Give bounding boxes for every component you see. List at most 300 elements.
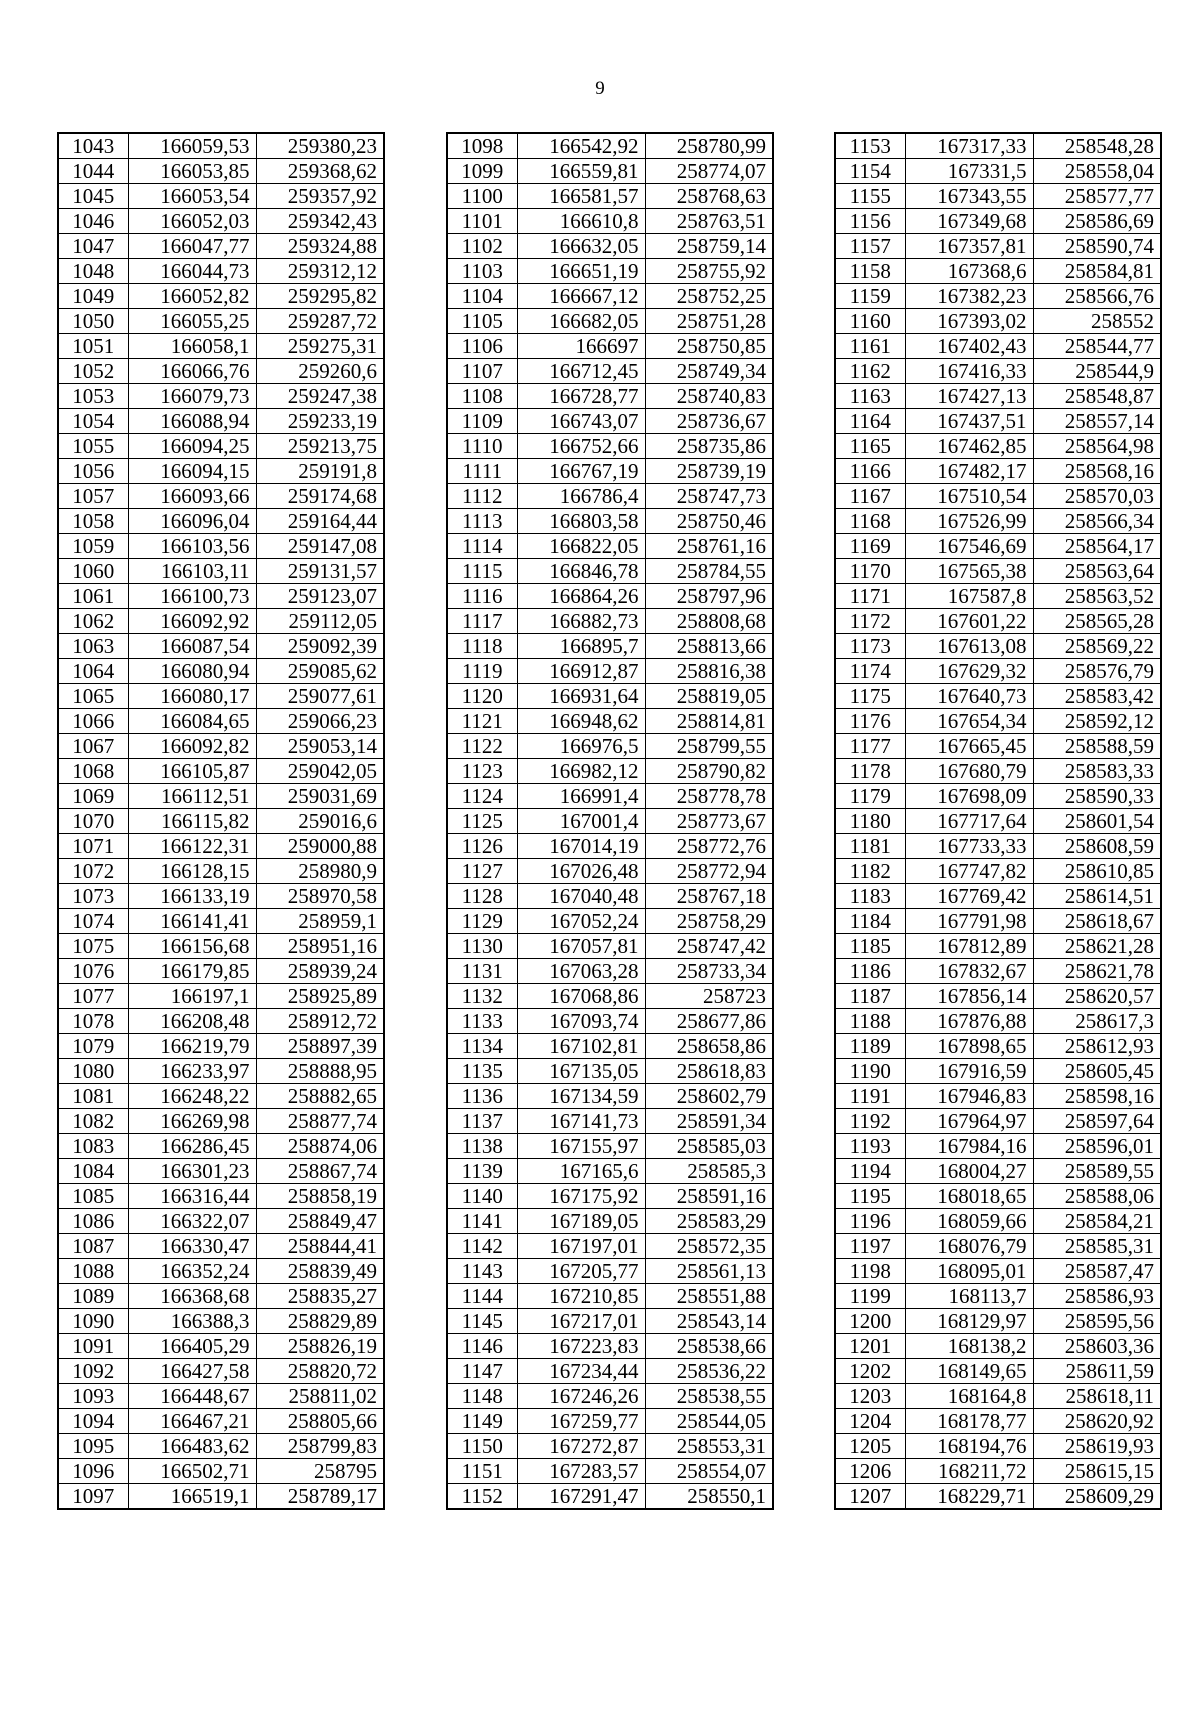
point-number-cell: 1062 xyxy=(58,609,128,634)
x-coordinate-cell: 166667,12 xyxy=(517,284,645,309)
y-coordinate-cell: 259042,05 xyxy=(256,759,384,784)
x-coordinate-cell: 166786,4 xyxy=(517,484,645,509)
y-coordinate-cell: 258959,1 xyxy=(256,909,384,934)
point-number-cell: 1144 xyxy=(447,1284,517,1309)
point-number-cell: 1053 xyxy=(58,384,128,409)
point-number-cell: 1079 xyxy=(58,1034,128,1059)
point-number-cell: 1122 xyxy=(447,734,517,759)
y-coordinate-cell: 258577,77 xyxy=(1033,184,1161,209)
table-row xyxy=(835,234,1161,259)
y-coordinate-cell: 258568,16 xyxy=(1033,459,1161,484)
y-coordinate-cell: 258867,74 xyxy=(256,1159,384,1184)
table-row xyxy=(835,1459,1161,1484)
y-coordinate-cell: 258912,72 xyxy=(256,1009,384,1034)
point-number-cell: 1197 xyxy=(835,1234,905,1259)
y-coordinate-cell: 258763,51 xyxy=(645,209,773,234)
table-row xyxy=(58,684,384,709)
y-coordinate-cell: 258858,19 xyxy=(256,1184,384,1209)
point-number-cell: 1116 xyxy=(447,584,517,609)
x-coordinate-cell: 168178,77 xyxy=(905,1409,1033,1434)
y-coordinate-cell: 258576,79 xyxy=(1033,659,1161,684)
x-coordinate-cell: 166352,24 xyxy=(128,1259,256,1284)
table-row xyxy=(447,684,773,709)
coordinate-table-3 xyxy=(834,132,1162,1510)
y-coordinate-cell: 258589,55 xyxy=(1033,1159,1161,1184)
y-coordinate-cell: 258778,78 xyxy=(645,784,773,809)
point-number-cell: 1078 xyxy=(58,1009,128,1034)
x-coordinate-cell: 167416,33 xyxy=(905,359,1033,384)
y-coordinate-cell: 258970,58 xyxy=(256,884,384,909)
y-coordinate-cell: 258747,73 xyxy=(645,484,773,509)
y-coordinate-cell: 259164,44 xyxy=(256,509,384,534)
point-number-cell: 1111 xyxy=(447,459,517,484)
x-coordinate-cell: 166502,71 xyxy=(128,1459,256,1484)
x-coordinate-cell: 168004,27 xyxy=(905,1159,1033,1184)
table-row xyxy=(58,384,384,409)
y-coordinate-cell: 258598,16 xyxy=(1033,1084,1161,1109)
table-row xyxy=(447,284,773,309)
table-row xyxy=(58,1159,384,1184)
point-number-cell: 1152 xyxy=(447,1484,517,1510)
table-row xyxy=(447,184,773,209)
table-row xyxy=(447,1184,773,1209)
x-coordinate-cell: 166976,5 xyxy=(517,734,645,759)
point-number-cell: 1098 xyxy=(447,133,517,159)
point-number-cell: 1059 xyxy=(58,534,128,559)
y-coordinate-cell: 258585,3 xyxy=(645,1159,773,1184)
point-number-cell: 1142 xyxy=(447,1234,517,1259)
x-coordinate-cell: 166697 xyxy=(517,334,645,359)
y-coordinate-cell: 258761,16 xyxy=(645,534,773,559)
y-coordinate-cell: 258980,9 xyxy=(256,859,384,884)
point-number-cell: 1169 xyxy=(835,534,905,559)
x-coordinate-cell: 167510,54 xyxy=(905,484,1033,509)
y-coordinate-cell: 258774,07 xyxy=(645,159,773,184)
table-row xyxy=(447,1384,773,1409)
table-row xyxy=(447,1484,773,1510)
table-row xyxy=(835,859,1161,884)
point-number-cell: 1186 xyxy=(835,959,905,984)
point-number-cell: 1207 xyxy=(835,1484,905,1510)
y-coordinate-cell: 259123,07 xyxy=(256,584,384,609)
x-coordinate-cell: 166559,81 xyxy=(517,159,645,184)
table-row xyxy=(447,1084,773,1109)
y-coordinate-cell: 258799,55 xyxy=(645,734,773,759)
point-number-cell: 1121 xyxy=(447,709,517,734)
y-coordinate-cell: 259112,05 xyxy=(256,609,384,634)
x-coordinate-cell: 166094,25 xyxy=(128,434,256,459)
table-row xyxy=(835,359,1161,384)
point-number-cell: 1161 xyxy=(835,334,905,359)
table-row xyxy=(58,534,384,559)
table-row xyxy=(447,784,773,809)
x-coordinate-cell: 167040,48 xyxy=(517,884,645,909)
table-row xyxy=(447,1359,773,1384)
table-row xyxy=(835,209,1161,234)
x-coordinate-cell: 167189,05 xyxy=(517,1209,645,1234)
y-coordinate-cell: 259000,88 xyxy=(256,834,384,859)
table-row xyxy=(835,1009,1161,1034)
y-coordinate-cell: 258758,29 xyxy=(645,909,773,934)
table-row xyxy=(835,1284,1161,1309)
point-number-cell: 1168 xyxy=(835,509,905,534)
y-coordinate-cell: 258583,33 xyxy=(1033,759,1161,784)
point-number-cell: 1112 xyxy=(447,484,517,509)
point-number-cell: 1069 xyxy=(58,784,128,809)
x-coordinate-cell: 166388,3 xyxy=(128,1309,256,1334)
table-row xyxy=(835,1034,1161,1059)
point-number-cell: 1091 xyxy=(58,1334,128,1359)
x-coordinate-cell: 166052,82 xyxy=(128,284,256,309)
point-number-cell: 1075 xyxy=(58,934,128,959)
x-coordinate-cell: 168059,66 xyxy=(905,1209,1033,1234)
point-number-cell: 1178 xyxy=(835,759,905,784)
x-coordinate-cell: 167393,02 xyxy=(905,309,1033,334)
point-number-cell: 1177 xyxy=(835,734,905,759)
table-row xyxy=(58,1184,384,1209)
x-coordinate-cell: 166122,31 xyxy=(128,834,256,859)
x-coordinate-cell: 166084,65 xyxy=(128,709,256,734)
table-row xyxy=(835,259,1161,284)
point-number-cell: 1170 xyxy=(835,559,905,584)
x-coordinate-cell: 166128,15 xyxy=(128,859,256,884)
y-coordinate-cell: 258620,57 xyxy=(1033,984,1161,1009)
table-row xyxy=(447,1459,773,1484)
page-number: 9 xyxy=(595,78,605,99)
x-coordinate-cell: 166448,67 xyxy=(128,1384,256,1409)
x-coordinate-cell: 166053,54 xyxy=(128,184,256,209)
point-number-cell: 1093 xyxy=(58,1384,128,1409)
x-coordinate-cell: 168229,71 xyxy=(905,1484,1033,1510)
x-coordinate-cell: 166301,23 xyxy=(128,1159,256,1184)
point-number-cell: 1125 xyxy=(447,809,517,834)
x-coordinate-cell: 166895,7 xyxy=(517,634,645,659)
table-row xyxy=(835,559,1161,584)
y-coordinate-cell: 258548,87 xyxy=(1033,384,1161,409)
table-row xyxy=(447,859,773,884)
x-coordinate-cell: 167747,82 xyxy=(905,859,1033,884)
point-number-cell: 1195 xyxy=(835,1184,905,1209)
table-row xyxy=(58,209,384,234)
y-coordinate-cell: 258561,13 xyxy=(645,1259,773,1284)
y-coordinate-cell: 258767,18 xyxy=(645,884,773,909)
y-coordinate-cell: 258829,89 xyxy=(256,1309,384,1334)
x-coordinate-cell: 167283,57 xyxy=(517,1459,645,1484)
point-number-cell: 1045 xyxy=(58,184,128,209)
y-coordinate-cell: 258808,68 xyxy=(645,609,773,634)
x-coordinate-cell: 166991,4 xyxy=(517,784,645,809)
table-row xyxy=(835,1059,1161,1084)
point-number-cell: 1160 xyxy=(835,309,905,334)
table-row xyxy=(447,1309,773,1334)
point-number-cell: 1151 xyxy=(447,1459,517,1484)
table-row xyxy=(447,1159,773,1184)
x-coordinate-cell: 168149,65 xyxy=(905,1359,1033,1384)
table-row xyxy=(58,1259,384,1284)
x-coordinate-cell: 167832,67 xyxy=(905,959,1033,984)
x-coordinate-cell: 166079,73 xyxy=(128,384,256,409)
point-number-cell: 1199 xyxy=(835,1284,905,1309)
table-row xyxy=(58,1284,384,1309)
point-number-cell: 1171 xyxy=(835,584,905,609)
table-row xyxy=(58,284,384,309)
table-row xyxy=(835,384,1161,409)
point-number-cell: 1185 xyxy=(835,934,905,959)
point-number-cell: 1092 xyxy=(58,1359,128,1384)
x-coordinate-cell: 166112,51 xyxy=(128,784,256,809)
point-number-cell: 1179 xyxy=(835,784,905,809)
table-row xyxy=(447,509,773,534)
point-number-cell: 1046 xyxy=(58,209,128,234)
point-number-cell: 1133 xyxy=(447,1009,517,1034)
table-row xyxy=(447,259,773,284)
y-coordinate-cell: 258617,3 xyxy=(1033,1009,1161,1034)
point-number-cell: 1175 xyxy=(835,684,905,709)
point-number-cell: 1094 xyxy=(58,1409,128,1434)
table-row xyxy=(447,1284,773,1309)
y-coordinate-cell: 259260,6 xyxy=(256,359,384,384)
table-row xyxy=(835,834,1161,859)
table-row xyxy=(58,909,384,934)
table-row xyxy=(835,884,1161,909)
x-coordinate-cell: 166822,05 xyxy=(517,534,645,559)
y-coordinate-cell: 259312,12 xyxy=(256,259,384,284)
y-coordinate-cell: 259077,61 xyxy=(256,684,384,709)
x-coordinate-cell: 166931,64 xyxy=(517,684,645,709)
point-number-cell: 1095 xyxy=(58,1434,128,1459)
x-coordinate-cell: 166087,54 xyxy=(128,634,256,659)
table-row xyxy=(58,509,384,534)
x-coordinate-cell: 166316,44 xyxy=(128,1184,256,1209)
table-row xyxy=(58,1409,384,1434)
y-coordinate-cell: 258797,96 xyxy=(645,584,773,609)
table-row xyxy=(58,259,384,284)
y-coordinate-cell: 258570,03 xyxy=(1033,484,1161,509)
x-coordinate-cell: 166948,62 xyxy=(517,709,645,734)
point-number-cell: 1165 xyxy=(835,434,905,459)
y-coordinate-cell: 258550,1 xyxy=(645,1484,773,1510)
y-coordinate-cell: 259275,31 xyxy=(256,334,384,359)
table-row xyxy=(447,309,773,334)
x-coordinate-cell: 166752,66 xyxy=(517,434,645,459)
y-coordinate-cell: 259085,62 xyxy=(256,659,384,684)
y-coordinate-cell: 258621,28 xyxy=(1033,934,1161,959)
table-row xyxy=(447,759,773,784)
point-number-cell: 1156 xyxy=(835,209,905,234)
point-number-cell: 1048 xyxy=(58,259,128,284)
point-number-cell: 1159 xyxy=(835,284,905,309)
y-coordinate-cell: 258874,06 xyxy=(256,1134,384,1159)
x-coordinate-cell: 166542,92 xyxy=(517,133,645,159)
x-coordinate-cell: 166055,25 xyxy=(128,309,256,334)
point-number-cell: 1200 xyxy=(835,1309,905,1334)
table-row xyxy=(58,709,384,734)
table-row xyxy=(835,809,1161,834)
point-number-cell: 1101 xyxy=(447,209,517,234)
point-number-cell: 1088 xyxy=(58,1259,128,1284)
table-row xyxy=(58,1009,384,1034)
table-row xyxy=(447,133,773,159)
y-coordinate-cell: 258566,34 xyxy=(1033,509,1161,534)
y-coordinate-cell: 258888,95 xyxy=(256,1059,384,1084)
point-number-cell: 1050 xyxy=(58,309,128,334)
table-row xyxy=(835,509,1161,534)
table-row xyxy=(58,359,384,384)
y-coordinate-cell: 258554,07 xyxy=(645,1459,773,1484)
x-coordinate-cell: 167102,81 xyxy=(517,1034,645,1059)
y-coordinate-cell: 258591,34 xyxy=(645,1109,773,1134)
x-coordinate-cell: 167246,26 xyxy=(517,1384,645,1409)
table-row xyxy=(835,1334,1161,1359)
point-number-cell: 1176 xyxy=(835,709,905,734)
x-coordinate-cell: 166405,29 xyxy=(128,1334,256,1359)
y-coordinate-cell: 258564,17 xyxy=(1033,534,1161,559)
x-coordinate-cell: 166197,1 xyxy=(128,984,256,1009)
table-row xyxy=(447,159,773,184)
table-row xyxy=(447,484,773,509)
y-coordinate-cell: 258816,38 xyxy=(645,659,773,684)
x-coordinate-cell: 167769,42 xyxy=(905,884,1033,909)
y-coordinate-cell: 258749,34 xyxy=(645,359,773,384)
table-row xyxy=(447,1409,773,1434)
y-coordinate-cell: 258558,04 xyxy=(1033,159,1161,184)
table-row xyxy=(58,1034,384,1059)
x-coordinate-cell: 166080,17 xyxy=(128,684,256,709)
point-number-cell: 1190 xyxy=(835,1059,905,1084)
point-number-cell: 1047 xyxy=(58,234,128,259)
point-number-cell: 1194 xyxy=(835,1159,905,1184)
y-coordinate-cell: 258538,55 xyxy=(645,1384,773,1409)
y-coordinate-cell: 258897,39 xyxy=(256,1034,384,1059)
y-coordinate-cell: 258658,86 xyxy=(645,1034,773,1059)
x-coordinate-cell: 167331,5 xyxy=(905,159,1033,184)
y-coordinate-cell: 259147,08 xyxy=(256,534,384,559)
y-coordinate-cell: 258611,59 xyxy=(1033,1359,1161,1384)
table-row xyxy=(58,184,384,209)
table-row xyxy=(58,459,384,484)
table-row xyxy=(835,709,1161,734)
x-coordinate-cell: 166322,07 xyxy=(128,1209,256,1234)
x-coordinate-cell: 166767,19 xyxy=(517,459,645,484)
table-row xyxy=(835,1184,1161,1209)
table-row xyxy=(447,559,773,584)
point-number-cell: 1162 xyxy=(835,359,905,384)
table-row xyxy=(58,334,384,359)
x-coordinate-cell: 166330,47 xyxy=(128,1234,256,1259)
table-row xyxy=(447,359,773,384)
table-row xyxy=(835,133,1161,159)
point-number-cell: 1110 xyxy=(447,434,517,459)
x-coordinate-cell: 167462,85 xyxy=(905,434,1033,459)
x-coordinate-cell: 166610,8 xyxy=(517,209,645,234)
table-row xyxy=(447,909,773,934)
x-coordinate-cell: 166846,78 xyxy=(517,559,645,584)
x-coordinate-cell: 167357,81 xyxy=(905,234,1033,259)
point-number-cell: 1205 xyxy=(835,1434,905,1459)
y-coordinate-cell: 258747,42 xyxy=(645,934,773,959)
table-row xyxy=(447,834,773,859)
point-number-cell: 1099 xyxy=(447,159,517,184)
point-number-cell: 1054 xyxy=(58,409,128,434)
point-number-cell: 1072 xyxy=(58,859,128,884)
point-number-cell: 1084 xyxy=(58,1159,128,1184)
x-coordinate-cell: 166286,45 xyxy=(128,1134,256,1159)
point-number-cell: 1150 xyxy=(447,1434,517,1459)
x-coordinate-cell: 168194,76 xyxy=(905,1434,1033,1459)
x-coordinate-cell: 166052,03 xyxy=(128,209,256,234)
y-coordinate-cell: 258602,79 xyxy=(645,1084,773,1109)
x-coordinate-cell: 166483,62 xyxy=(128,1434,256,1459)
point-number-cell: 1146 xyxy=(447,1334,517,1359)
y-coordinate-cell: 258814,81 xyxy=(645,709,773,734)
x-coordinate-cell: 167210,85 xyxy=(517,1284,645,1309)
point-number-cell: 1058 xyxy=(58,509,128,534)
point-number-cell: 1148 xyxy=(447,1384,517,1409)
y-coordinate-cell: 258584,21 xyxy=(1033,1209,1161,1234)
table-row xyxy=(58,309,384,334)
table-row xyxy=(58,659,384,684)
x-coordinate-cell: 166982,12 xyxy=(517,759,645,784)
table-row xyxy=(58,1109,384,1134)
table-row xyxy=(447,209,773,234)
x-coordinate-cell: 167068,86 xyxy=(517,984,645,1009)
point-number-cell: 1086 xyxy=(58,1209,128,1234)
table-row xyxy=(835,1234,1161,1259)
y-coordinate-cell: 258608,59 xyxy=(1033,834,1161,859)
point-number-cell: 1120 xyxy=(447,684,517,709)
x-coordinate-cell: 167001,4 xyxy=(517,809,645,834)
table-row xyxy=(835,1259,1161,1284)
y-coordinate-cell: 258544,77 xyxy=(1033,334,1161,359)
x-coordinate-cell: 167546,69 xyxy=(905,534,1033,559)
point-number-cell: 1127 xyxy=(447,859,517,884)
y-coordinate-cell: 258618,83 xyxy=(645,1059,773,1084)
point-number-cell: 1067 xyxy=(58,734,128,759)
table-row xyxy=(835,534,1161,559)
x-coordinate-cell: 166712,45 xyxy=(517,359,645,384)
table-row xyxy=(58,133,384,159)
x-coordinate-cell: 167964,97 xyxy=(905,1109,1033,1134)
y-coordinate-cell: 258588,06 xyxy=(1033,1184,1161,1209)
table-row xyxy=(58,1334,384,1359)
x-coordinate-cell: 166133,19 xyxy=(128,884,256,909)
point-number-cell: 1113 xyxy=(447,509,517,534)
y-coordinate-cell: 258772,76 xyxy=(645,834,773,859)
table-row xyxy=(835,759,1161,784)
x-coordinate-cell: 167382,23 xyxy=(905,284,1033,309)
y-coordinate-cell: 259016,6 xyxy=(256,809,384,834)
x-coordinate-cell: 166912,87 xyxy=(517,659,645,684)
x-coordinate-cell: 166651,19 xyxy=(517,259,645,284)
x-coordinate-cell: 166368,68 xyxy=(128,1284,256,1309)
table-row xyxy=(835,1309,1161,1334)
point-number-cell: 1189 xyxy=(835,1034,905,1059)
x-coordinate-cell: 167197,01 xyxy=(517,1234,645,1259)
point-number-cell: 1063 xyxy=(58,634,128,659)
y-coordinate-cell: 258585,31 xyxy=(1033,1234,1161,1259)
point-number-cell: 1206 xyxy=(835,1459,905,1484)
point-number-cell: 1074 xyxy=(58,909,128,934)
point-number-cell: 1056 xyxy=(58,459,128,484)
point-number-cell: 1203 xyxy=(835,1384,905,1409)
table-row xyxy=(447,534,773,559)
point-number-cell: 1154 xyxy=(835,159,905,184)
y-coordinate-cell: 259131,57 xyxy=(256,559,384,584)
table-row xyxy=(58,1484,384,1510)
x-coordinate-cell: 167317,33 xyxy=(905,133,1033,159)
x-coordinate-cell: 166864,26 xyxy=(517,584,645,609)
y-coordinate-cell: 258819,05 xyxy=(645,684,773,709)
